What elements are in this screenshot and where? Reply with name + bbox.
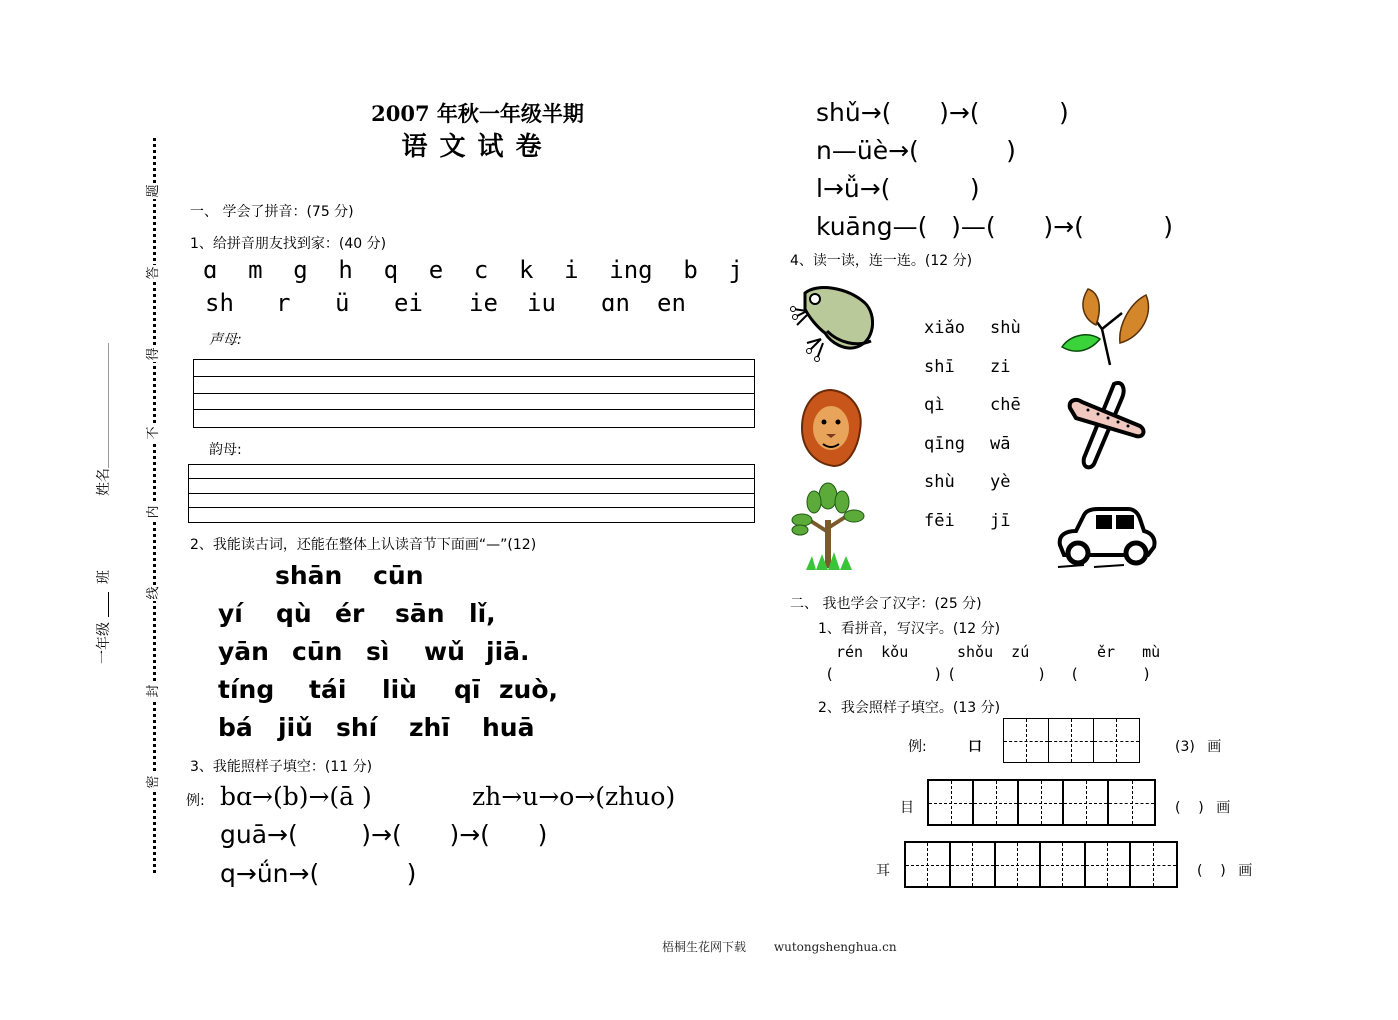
q3-label: 3、我能照样子填空：(11 分) <box>190 759 373 775</box>
fill-item[interactable]: shǔ→( )→( ) <box>816 98 1069 127</box>
letter: ie <box>469 289 498 317</box>
stroke-count-blank[interactable]: ( ) 画 <box>1197 863 1253 879</box>
syllable: zuò, <box>499 675 559 704</box>
letter: g <box>293 256 308 284</box>
pinyin-word[interactable]: qì chē <box>924 395 1021 415</box>
exam-title-line1: 2007 年秋一年级半期 <box>371 101 584 126</box>
binding-char: 密 <box>146 775 161 789</box>
syllable: zhī <box>409 713 450 742</box>
name-label: 姓名 <box>96 468 112 496</box>
syllable: wǔ <box>424 637 465 666</box>
syllable: shān <box>275 561 343 590</box>
binding-char: 线 <box>146 586 161 600</box>
s2-q1-label: 1、看拼音，写汉字。(12 分) <box>818 621 1001 637</box>
binding-char: 不 <box>146 426 161 440</box>
syllable: jiā. <box>486 637 530 666</box>
binding-char: 题 <box>146 184 161 198</box>
letter: iu <box>527 289 556 317</box>
exam-title-line2: 语文试卷 <box>401 132 554 162</box>
syllable: cūn <box>292 637 343 666</box>
pinyin-prompt: shǒu zú <box>957 643 1030 661</box>
fill-item[interactable]: n—üè→( ) <box>816 136 1016 165</box>
syllable: cūn <box>373 561 424 590</box>
example-2: zh→u→o→(zhuo) <box>472 782 676 811</box>
syllable: huā <box>482 713 535 742</box>
binding-char: 得 <box>146 347 161 361</box>
q4-label: 4、读一读，连一连。(12 分) <box>790 253 973 269</box>
syllable: qī <box>454 675 481 704</box>
pinyin-word[interactable]: shī zi <box>924 356 1011 377</box>
syllable: sì <box>366 637 390 666</box>
letter: ɑn <box>601 289 630 317</box>
q2-label: 2、我能读古词，还能在整体上认读音节下面画“—”(12) <box>190 537 537 553</box>
binding-char: 答 <box>146 266 161 280</box>
pinyin-prompt: rén kǒu <box>836 643 909 661</box>
syllable: sān <box>395 599 445 628</box>
section2-heading: 二、 我也学会了汉字：(25 分) <box>790 596 982 612</box>
fill-item[interactable]: kuāng—( )—( )→( ) <box>816 212 1174 241</box>
leaves-image[interactable] <box>1060 285 1158 367</box>
binding-char: 内 <box>146 505 161 519</box>
section1-heading: 一、 学会了拼音：(75 分) <box>190 204 354 220</box>
airplane-image[interactable] <box>1066 378 1146 470</box>
pinyin-word-column <box>924 309 1021 540</box>
hanzi-blank[interactable]: ( ) <box>1070 665 1152 683</box>
letter: i <box>564 256 579 284</box>
s2-q2-label: 2、我会照样子填空。(13 分) <box>818 700 1001 716</box>
class-input-line[interactable] <box>108 592 109 617</box>
syllable: lǐ, <box>469 599 496 628</box>
syllable: yān <box>218 637 269 666</box>
frog-image[interactable] <box>787 281 879 366</box>
stroke-grid-example <box>1003 718 1140 763</box>
letter: k <box>518 256 534 284</box>
target-char-mu: 目 <box>900 800 914 816</box>
footer-site-name: 梧桐生花网下载 <box>662 940 747 954</box>
class-suffix: 班 <box>96 570 112 584</box>
fill-item[interactable]: l→ǚ→( ) <box>816 174 980 203</box>
letter: q <box>383 256 399 284</box>
letter: c <box>473 256 489 284</box>
hanzi-blank[interactable]: ( ) <box>825 665 943 683</box>
shengmu-label: 声母: <box>209 332 242 348</box>
letter: sh <box>205 289 234 317</box>
syllable: tíng <box>218 675 275 704</box>
stroke-count: (3) 画 <box>1175 739 1222 755</box>
lion-image[interactable] <box>798 388 864 468</box>
letter: ing <box>609 256 653 284</box>
example-label: 例: <box>186 793 205 809</box>
letter: m <box>248 256 263 284</box>
syllable: qù <box>276 599 312 628</box>
footer-site-url[interactable]: wutongshenghua.cn <box>773 940 897 954</box>
yunmu-answer-box[interactable] <box>188 464 755 523</box>
stroke-count-blank[interactable]: ( ) 画 <box>1175 800 1231 816</box>
pinyin-word[interactable]: fēi jī <box>924 510 1011 531</box>
poem-title <box>275 561 424 590</box>
class-label: 一年级 <box>96 622 112 664</box>
example-1: bɑ→(b)→(ā ) <box>220 782 372 811</box>
footer <box>662 938 897 955</box>
example-label: 例: <box>908 739 927 755</box>
letter: en <box>657 289 686 317</box>
binding-char: 封 <box>146 684 161 698</box>
pinyin-word[interactable]: xiǎo shù <box>924 318 1021 338</box>
yunmu-label: 韵母: <box>209 442 242 458</box>
syllable: bá <box>218 713 253 742</box>
car-image[interactable] <box>1054 505 1158 571</box>
pinyin-letters-row1 <box>203 256 743 284</box>
letter: h <box>338 256 353 284</box>
letter: ɑ <box>203 256 218 284</box>
letter: ü <box>335 289 350 317</box>
syllable: shí <box>336 713 378 742</box>
q1-label: 1、给拼音朋友找到家：(40 分) <box>190 236 387 252</box>
pinyin-word[interactable]: shù yè <box>924 472 1011 492</box>
letter: r <box>276 289 291 317</box>
fill-item[interactable]: q→ǘn→( ) <box>220 859 417 888</box>
syllable: yí <box>218 599 243 628</box>
letter: e <box>428 256 444 284</box>
pinyin-word[interactable]: qīng wā <box>924 433 1011 454</box>
letter: j <box>728 256 743 284</box>
shengmu-answer-box[interactable] <box>193 359 755 428</box>
syllable: tái <box>309 675 347 704</box>
letter: b <box>683 256 698 284</box>
example-char: 口 <box>968 739 982 755</box>
stroke-grid-er[interactable] <box>904 841 1178 888</box>
target-char-er: 耳 <box>876 863 890 879</box>
stroke-grid-mu[interactable] <box>927 779 1156 826</box>
pinyin-prompt: ěr mù <box>1097 643 1161 661</box>
syllable: liù <box>382 675 417 704</box>
name-input-line[interactable] <box>108 343 109 468</box>
fill-item[interactable]: guā→( )→( )→( ) <box>220 820 548 849</box>
letter: ei <box>394 289 423 317</box>
hanzi-blank[interactable]: ( ) <box>947 665 1047 683</box>
tree-image[interactable] <box>788 480 870 572</box>
syllable: jiǔ <box>278 713 313 742</box>
syllable: ér <box>335 599 365 628</box>
